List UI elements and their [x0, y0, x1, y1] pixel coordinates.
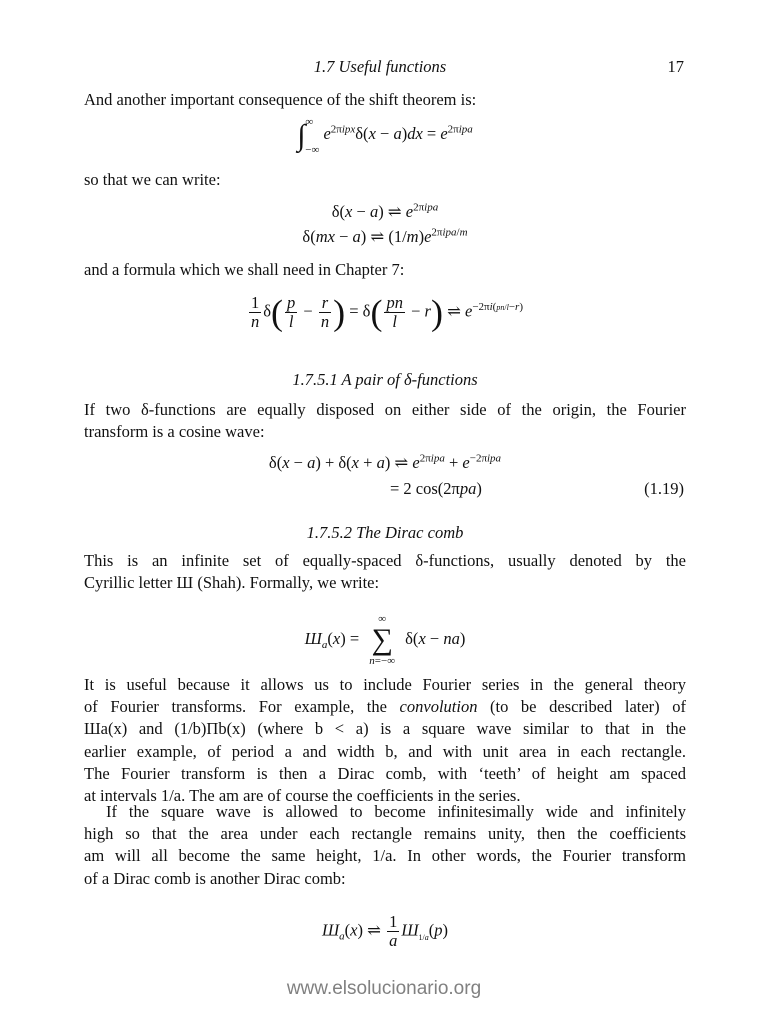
paragraph-dirac-comb: [84, 550, 686, 594]
book-page: [84, 0, 686, 1024]
running-title: 1.7 Useful functions: [313, 57, 447, 76]
paragraph-so-that: so that we can write:: [84, 170, 221, 189]
paragraph-line: earlier example, of period a and width b, and with unit area in each rectangle.: [84, 741, 686, 761]
paragraph-line: am will all become the same height, 1/a. In other words, the Fourier transform: [84, 846, 686, 866]
paragraph-line: The Fourier transform is then a Dirac comb, with ‘teeth’ of height am spaced: [84, 763, 686, 783]
emphasis-convolution: convolution: [399, 697, 478, 717]
section-heading-pair: 1.7.5.1 A pair of δ-functions: [292, 370, 478, 389]
paragraph-line: at intervals 1/a. The am are of course the coefficients in the series.: [84, 786, 521, 806]
equation-shift-1: δ(x − a) ⇌ $e^{2\pi ipa}$: [331, 201, 439, 221]
watermark-footer: www.elsolucionario.org: [286, 978, 482, 999]
paragraph-square-wave: [84, 801, 686, 890]
paragraph-line: transform is a cosine wave:: [84, 422, 265, 442]
paragraph-line: This is an infinite set of equally-spaced δ-functions, usually denoted by the: [84, 551, 686, 570]
paragraph-line: of a Dirac comb is another Dirac comb:: [84, 868, 346, 888]
paragraph-line: If the square wave is allowed to become infinitesimally wide and infinitely: [106, 802, 686, 821]
paragraph-pair: [84, 399, 686, 443]
paragraph-line: Cyrillic letter Ш (Shah). Formally, we write:: [84, 573, 380, 593]
paragraph-shift-theorem: And another important consequence of the shift theorem is:: [84, 90, 477, 109]
paragraph-chapter-7: and a formula which we shall need in Chapter 7:: [84, 260, 405, 279]
equation-number: (1.19): [644, 479, 684, 498]
paragraph-line: It is useful because it allows us to include Fourier series in the general theory: [84, 675, 686, 694]
running-header: [84, 57, 686, 79]
paragraph-fourier-series: [84, 674, 686, 807]
equation-integral: $\int^\infty_{-\infty}$ $e^{2\pi ipx}\delta(x - a)dx = e^{2\pi ipa}$: [297, 116, 473, 156]
equation-shift-2: δ(mx − a) ⇌ $(1/m)e^{2\pi ipa/m}$: [302, 226, 468, 246]
equation-pair-1: δ(x − a) + δ(x + a) ⇌ $e^{2\pi ipa} + e^{-2\pi ipa}$: [268, 452, 502, 472]
page-number: 17: [667, 57, 684, 76]
paragraph-line: of Fourier transforms. For example, the convolution (to be described later) of: [84, 697, 686, 717]
equation-chapter-7: $\frac{1}{n}$ δ( $\frac{p}{l}$ − $\frac{r}{n}$ ) = δ( $\frac{pn}{l}$ − r) ⇌ $e^{-2\pi i(pn/l-r)}$: [251, 292, 523, 333]
paragraph-line: high so that the area under each rectangle remains unity, then the coefficients: [84, 824, 686, 844]
equation-pair-2: = 2 cos(2πpa) (1.19): [390, 479, 684, 498]
paragraph-line: Шa(x) and (1/b)Πb(x) (where b < a) is a square wave similar to that in the: [84, 719, 686, 739]
equation-shah-definition: $Ш_a(x)$ = ∞ ∑ n=−∞ δ(x − na): [304, 613, 466, 667]
section-heading-dirac-comb: 1.7.5.2 The Dirac comb: [306, 523, 464, 542]
paragraph-line: If two δ-functions are equally disposed on either side of the origin, the Fourier: [84, 400, 686, 419]
equation-comb-transform: $Ш_a(x)$ ⇌ $\frac{1}{a}$ $Ш_{1/a}(p)$: [321, 912, 449, 950]
